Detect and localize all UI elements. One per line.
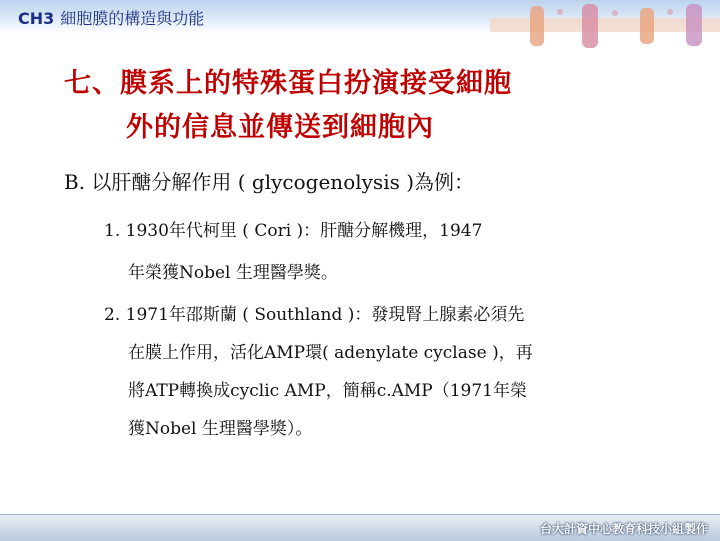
lipid-head — [557, 9, 563, 15]
lipid-head — [612, 10, 618, 16]
slide-title — [64, 62, 664, 150]
footer-bar — [0, 514, 720, 541]
footer-credit: 台大計資中心教育科技小組製作 — [539, 522, 708, 536]
membrane-illustration-svg — [490, 0, 720, 60]
list-item-line: 年榮獲Nobel 生理醫學獎。 — [128, 263, 338, 283]
list-item-line: 獲Nobel 生理醫學獎）。 — [128, 419, 313, 439]
protein-shape — [582, 4, 598, 48]
slide-title-line: 七、膜系上的特殊蛋白扮演接受細胞 — [64, 68, 512, 99]
list-item-line: 在膜上作用，活化AMP環( adenylate cyclase )，再 — [128, 343, 533, 363]
slide-title-line: 外的信息並傳送到細胞內 — [126, 112, 434, 143]
chapter-label: CH3 — [18, 9, 55, 28]
header-title — [18, 6, 204, 29]
chapter-title: 細胞膜的構造與功能 — [60, 9, 205, 28]
lipid-head — [667, 9, 673, 15]
list-item-1 — [104, 210, 664, 294]
protein-shape — [686, 4, 702, 46]
list-item-line: 1. 1930年代柯里 ( Cori )：肝醣分解機理，1947 — [104, 221, 483, 241]
protein-shape — [530, 6, 544, 46]
membrane-illustration — [490, 0, 720, 60]
list-item-line: 將ATP轉換成cyclic AMP，簡稱c.AMP（1971年榮 — [128, 381, 528, 401]
membrane-band — [490, 18, 720, 32]
list-item-line: 2. 1971年邵斯蘭 ( Southland )：發現腎上腺素必須先 — [104, 305, 525, 325]
bullet-b: B. 以肝醣分解作用 ( glycogenolysis )為例： — [64, 170, 475, 194]
list-item-2 — [104, 296, 664, 448]
protein-shape — [640, 8, 654, 44]
